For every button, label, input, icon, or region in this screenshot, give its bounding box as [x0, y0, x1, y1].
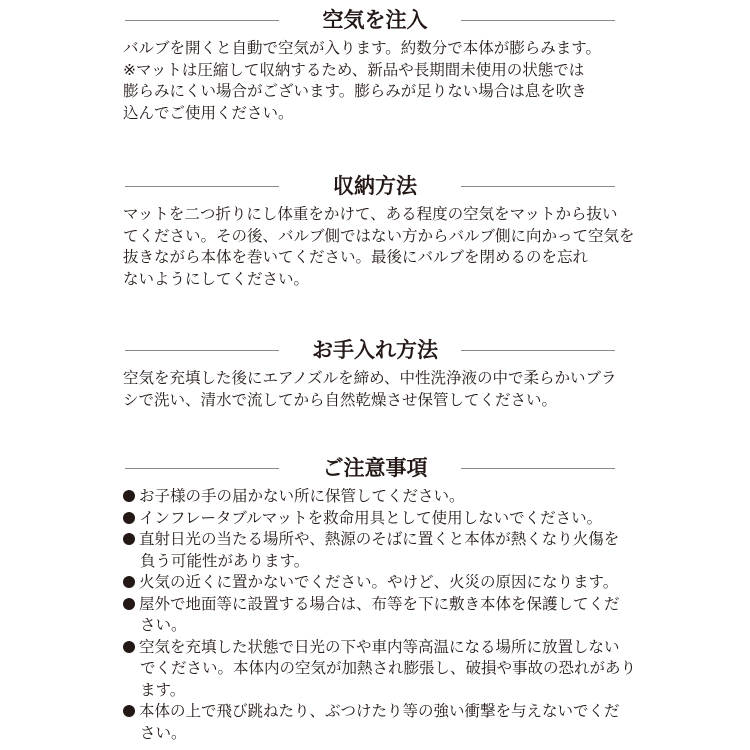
- caution-list: [123, 486, 637, 744]
- caution-item: [123, 572, 627, 594]
- section-title: 空気を注入: [322, 8, 428, 32]
- section-care: [123, 335, 627, 411]
- bullet-icon: [123, 490, 135, 502]
- divider: [461, 186, 615, 187]
- text-line: 抜きながら本体を巻いてください。最後にバルブを閉めるのを忘れ: [123, 248, 589, 266]
- text-line: 空気を充填した後にエアノズルを締め、中性洗浄液の中で柔らかいブラ: [123, 369, 617, 387]
- text-line: 負う可能性があります。: [140, 551, 310, 570]
- text-line: インフレータブルマットを救命用具として使用しないでください。: [139, 508, 603, 527]
- bullet-icon: [123, 641, 135, 653]
- caution-item: [123, 637, 637, 702]
- caution-item: [123, 529, 627, 572]
- text-line: でください。本体内の空気が加熱され膨張し、破損や事故の恐れがあり: [140, 659, 637, 677]
- text-line: シで洗い、清水で流してから自然乾燥させ保管してください。: [123, 390, 558, 409]
- section-heading: [123, 453, 627, 483]
- text-line: ※マットは圧縮して収納するため、新品や長期間未使用の状態では: [123, 60, 585, 79]
- caution-item: [123, 594, 627, 637]
- text-line: 本体の上で飛び跳ねたり、ぶつけたり等の強い衝撃を与えないでくだ: [139, 702, 620, 720]
- bullet-icon: [123, 533, 135, 545]
- caution-item: [123, 508, 627, 530]
- divider: [461, 20, 615, 21]
- caution-item: [123, 486, 627, 508]
- section-heading: [123, 171, 627, 201]
- divider: [461, 350, 615, 351]
- section-heading: [123, 5, 627, 35]
- text-line: お子様の手の届かない所に保管してください。: [139, 487, 465, 505]
- section-title: 収納方法: [333, 174, 417, 198]
- section-title: ご注意事項: [322, 456, 428, 480]
- caution-item: [123, 701, 627, 744]
- text-line: 屋外で地面等に設置する場合は、布等を下に敷き本体を保護してくだ: [139, 594, 620, 613]
- section-body: [123, 38, 627, 124]
- section-body: [123, 368, 627, 411]
- text-line: てください。その後、バルブ側ではない方からバルブ側に向かって空気を: [123, 226, 635, 245]
- section-body: [123, 204, 635, 290]
- text-line: 空気を充填した状態で日光の下や車内等高温になる場所に放置しない: [139, 637, 620, 656]
- text-line: 込んでご使用ください。: [123, 103, 294, 122]
- section-air-inflation: [123, 5, 627, 124]
- bullet-icon: [123, 598, 135, 610]
- text-line: 火気の近くに置かないでください。やけど、火災の原因になります。: [139, 573, 619, 591]
- text-line: バルブを開くと自動で空気が入ります。約数分で本体が膨らみます。: [123, 39, 602, 57]
- section-heading: [123, 335, 627, 365]
- text-line: ます。: [140, 680, 186, 699]
- divider: [461, 468, 615, 469]
- text-line: さい。: [140, 723, 187, 742]
- section-title: お手入れ方法: [312, 338, 438, 362]
- text-line: さい。: [140, 616, 187, 634]
- section-storage: [123, 171, 635, 290]
- bullet-icon: [123, 512, 135, 524]
- text-line: 膨らみにくい場合がございます。膨らみが足りない場合は息を吹き: [123, 82, 587, 100]
- bullet-icon: [123, 576, 135, 588]
- text-line: マットを二つ折りにし体重をかけて、ある程度の空気をマットから抜い: [123, 205, 618, 223]
- text-line: 直射日光の当たる場所や、熱源のそばに置くと本体が熱くなり火傷を: [139, 530, 620, 548]
- bullet-icon: [123, 705, 135, 717]
- text-line: ないようにしてください。: [123, 269, 310, 288]
- section-cautions: [123, 453, 637, 744]
